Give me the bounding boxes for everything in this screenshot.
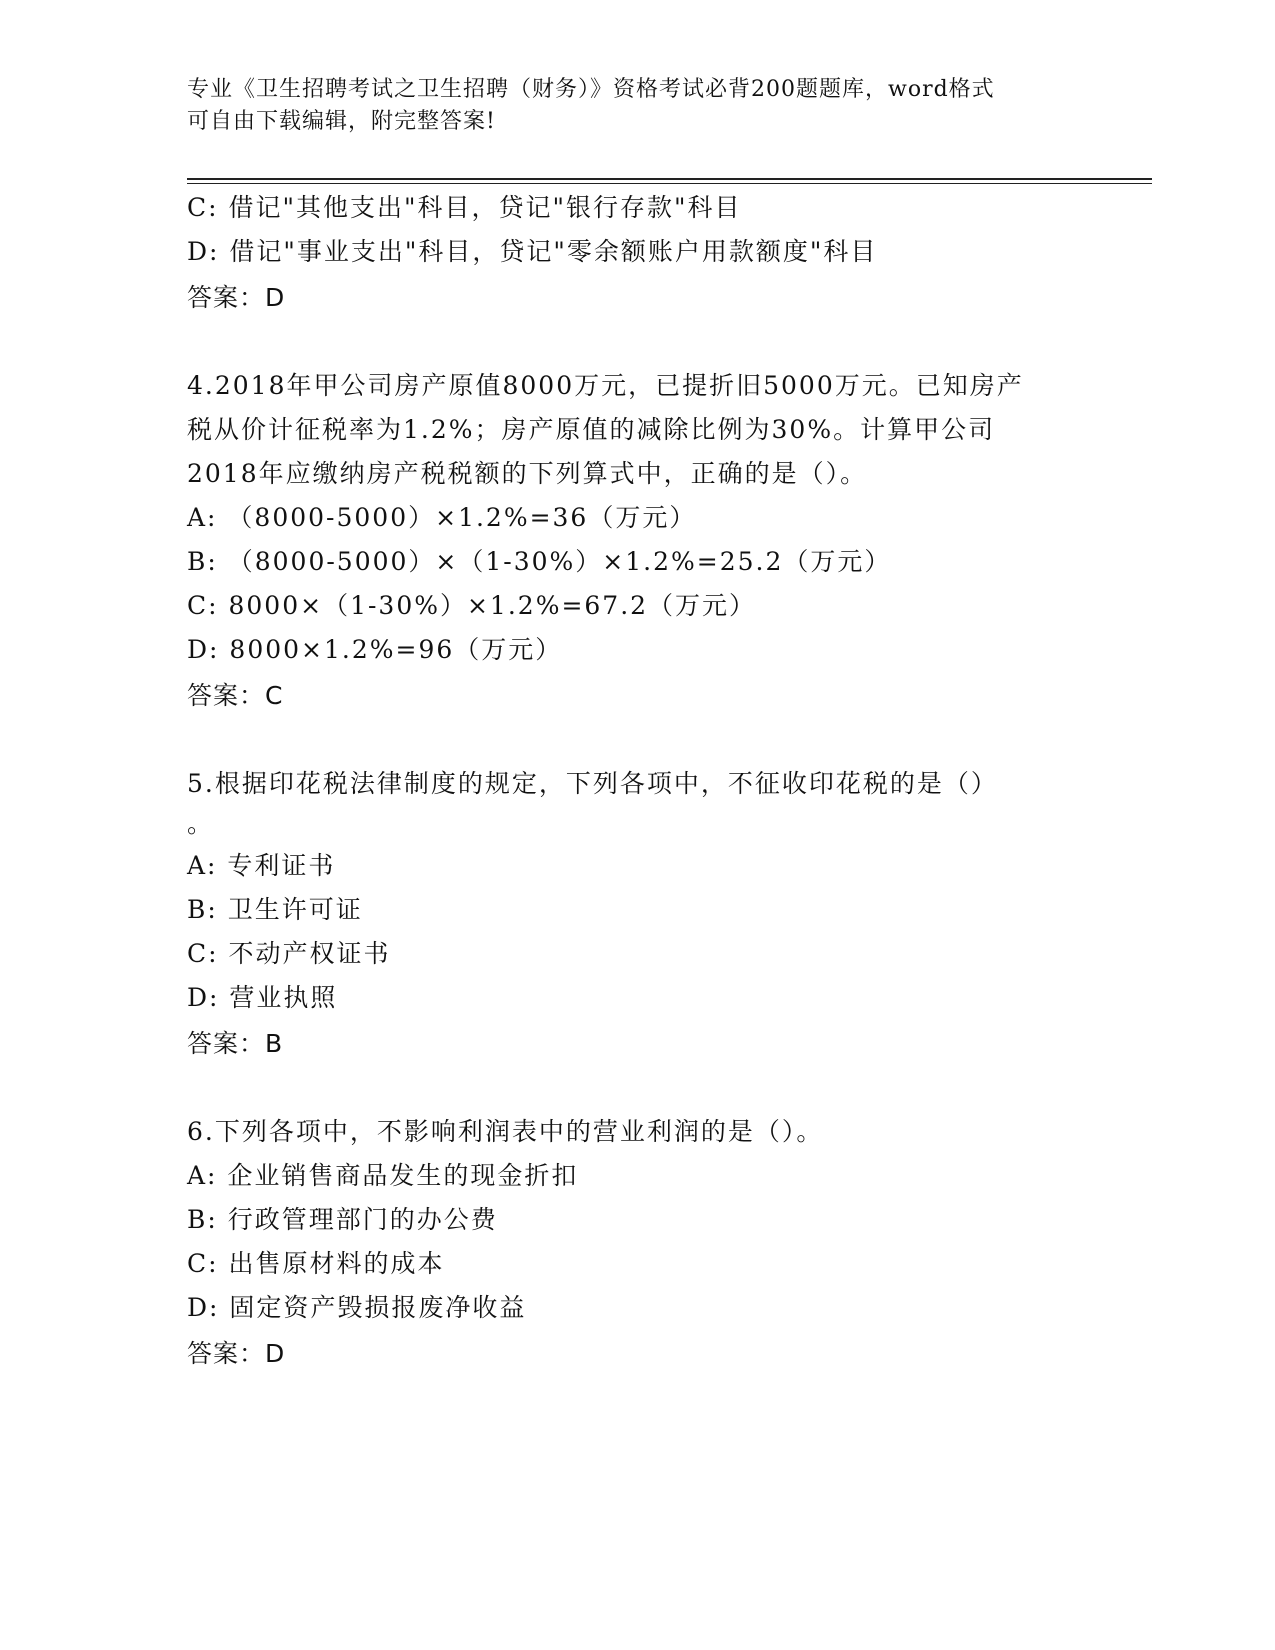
q3-answer: 答案：D (187, 283, 286, 312)
header-divider (187, 178, 1152, 180)
q6-option-b: B: 行政管理部门的办公费 (187, 1205, 498, 1234)
q5-answer: 答案：B (187, 1029, 284, 1058)
q4-stem-line-2: 税从价计征税率为1.2%；房产原值的减除比例为30%。计算甲公司 (187, 415, 996, 444)
q6-answer: 答案：D (187, 1339, 286, 1368)
q3-option-c: C: 借记"其他支出"科目，贷记"银行存款"科目 (187, 193, 742, 222)
q6-option-c: C: 出售原材料的成本 (187, 1249, 445, 1278)
q4-answer: 答案：C (187, 681, 284, 710)
q4-stem-line-1: 4.2018年甲公司房产原值8000万元，已提折旧5000万元。已知房产 (187, 371, 1024, 400)
header-line-1: 专业《卫生招聘考试之卫生招聘（财务）》资格考试必背200题题库，word格式 (187, 77, 995, 102)
q6-option-a: A: 企业销售商品发生的现金折扣 (187, 1161, 579, 1190)
q4-option-d: D: 8000×1.2%=96（万元） (187, 635, 563, 664)
q4-stem-line-3: 2018年应缴纳房产税税额的下列算式中，正确的是（）。 (187, 459, 868, 488)
q5-option-c: C: 不动产权证书 (187, 939, 391, 968)
q4-option-b: B: （8000-5000）×（1-30%）×1.2%=25.2（万元） (187, 547, 892, 576)
q5-stem-line-1: 5.根据印花税法律制度的规定，下列各项中，不征收印花税的是（） (187, 769, 998, 798)
q6-stem-line-1: 6.下列各项中，不影响利润表中的营业利润的是（）。 (187, 1117, 824, 1146)
header-line-2: 可自由下载编辑，附完整答案! (187, 109, 496, 134)
q5-stem-line-2: 。 (187, 809, 215, 838)
q6-option-d: D: 固定资产毁损报废净收益 (187, 1293, 527, 1322)
q5-option-b: B: 卫生许可证 (187, 895, 363, 924)
q4-option-a: A: （8000-5000）×1.2%=36（万元） (187, 503, 697, 532)
q5-option-a: A: 专利证书 (187, 851, 336, 880)
q4-option-c: C: 8000×（1-30%）×1.2%=67.2（万元） (187, 591, 757, 620)
q3-option-d: D: 借记"事业支出"科目，贷记"零余额账户用款额度"科目 (187, 237, 878, 266)
document-header (187, 74, 1067, 138)
q5-option-d: D: 营业执照 (187, 983, 338, 1012)
header-divider-thin (187, 183, 1152, 184)
